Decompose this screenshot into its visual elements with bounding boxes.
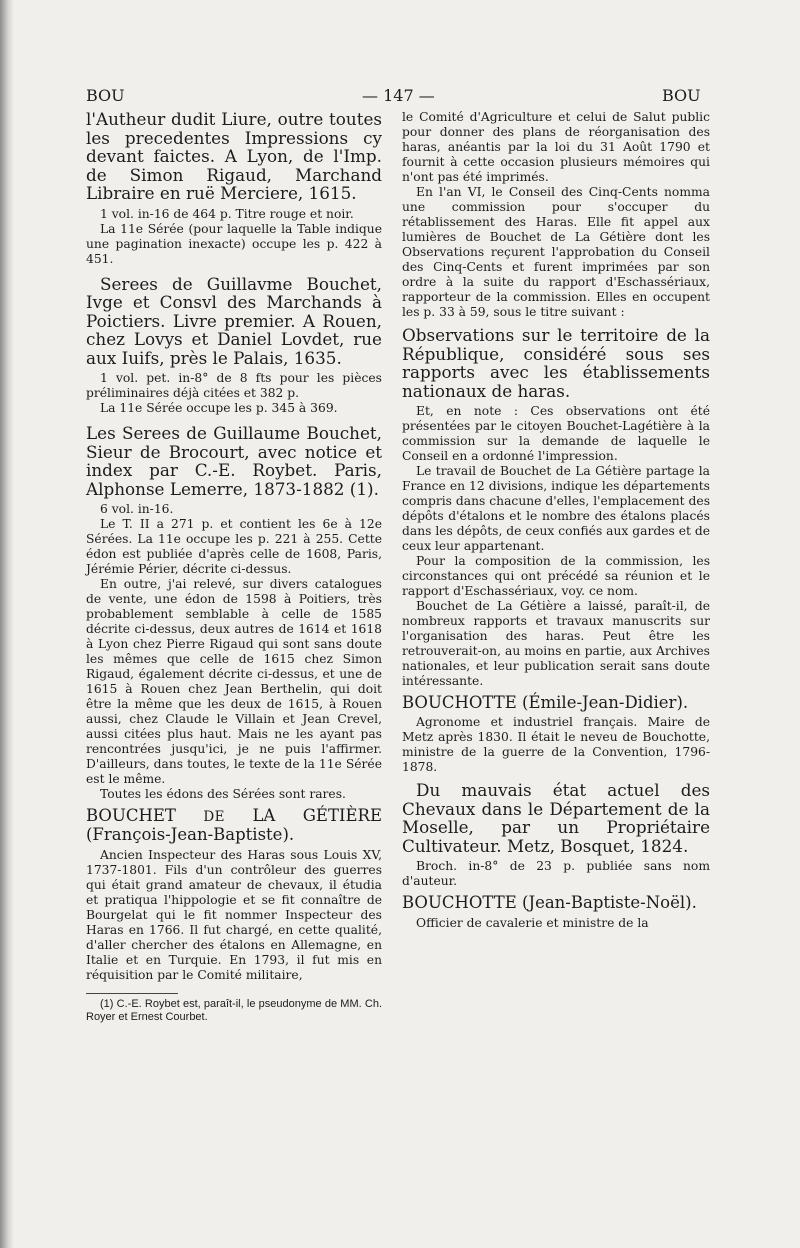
biography-text: Officier de cavalerie et ministre de la xyxy=(416,915,649,930)
title-entry: Serees de Guillavme Bouchet, Ivge et Consvl des Marchands à Poictiers. Livre premier. A Rouen, chez Lovys et Daniel Lovdet, rue aux Iuifs, près le Palais, 1635. xyxy=(86,273,382,368)
running-head-right: BOU xyxy=(662,86,701,105)
author-heading xyxy=(86,807,382,845)
running-head-left: BOU xyxy=(86,86,125,105)
biography-text: Agronome et industriel français. Maire de Metz après 1830. Il était le neveu de Bouchotte, ministre de la guerre de la Convention, 1796-1878. xyxy=(402,715,710,775)
author-heading: BOUCHOTTE (Jean-Baptiste-Noël). xyxy=(402,893,697,913)
author-heading-particle: DE xyxy=(203,809,226,825)
note-text: Le travail de Bouchet de La Gétière partage la France en 12 divisions, indique les départements compris dans chacune d'elles, l'emplacement des dépôts d'étalons et le nombre des étalons placés dans les dépôts, de ceux confiés aux gardes et de ceux leur appartenant. xyxy=(402,464,710,553)
note-text: La 11e Sérée (pour laquelle la Table indique une pagination inexacte) occupe les p. 422 à 451. xyxy=(86,221,382,266)
title-entry: Les Serees de Guillaume Bouchet, Sieur de Brocourt, avec notice et index par C.-E. Roybet. Paris, Alphonse Lemerre, 1873-1882 (1). xyxy=(86,423,382,499)
note-text: Broch. in-8° de 23 p. publiée sans nom d'auteur. xyxy=(402,859,710,889)
title-entry: Observations sur le territoire de la République, considéré sous ses rapports avec les établissements nationaux de haras. xyxy=(402,325,710,401)
author-heading: BOUCHOTTE (Émile-Jean-Didier). xyxy=(402,693,689,712)
note-text: 6 vol. in-16. xyxy=(100,502,174,516)
author-heading-rest: LA GÉTIÈRE (François-Jean-Baptiste). xyxy=(86,806,383,845)
footnote-rule xyxy=(86,993,178,994)
note-text: La 11e Sérée occupe les p. 345 à 369. xyxy=(100,401,338,415)
author-heading-name: BOUCHET xyxy=(86,806,176,825)
biography-text: En l'an VI, le Conseil des Cinq-Cents nomma une commission pour s'occuper du rétablissement des Haras. Elle fit appel aux lumières de Bouchet de La Gétière dont les Observations reçurent l'approbation du Conseil des Cinq-Cents et furent imprimées par son ordre à la suite du rapport d'Eschassériaux, rapporteur de la commission. Elles en occupent les p. 33 à 59, sous le titre suivant : xyxy=(402,185,710,319)
note-text: Toutes les édons des Sérées sont rares. xyxy=(100,787,346,801)
note-text: Le T. II a 271 p. et contient les 6e à 12e Sérées. La 11e occupe les p. 221 à 255. Cette édon est publiée d'après celle de 1608, Paris, Jérémie Périer, décrite ci-dessus. xyxy=(86,517,382,576)
left-column xyxy=(86,110,382,1024)
title-entry: l'Autheur dudit Liure, outre toutes les precedentes Impressions cy devant faictes. A Lyon, de l'Imp. de Simon Rigaud, Marchand Libraire en ruë Merciere, 1615. xyxy=(86,109,382,203)
note-text: Bouchet de La Gétière a laissé, paraît-il, de nombreux rapports et travaux manuscrits sur l'organisation des haras. Peut être les retrouverait-on, au moins en partie, aux Archives nationales, et leur publication serait sans doute intéressante. xyxy=(402,599,710,688)
right-column xyxy=(402,110,710,931)
note-text: Et, en note : Ces observations ont été présentées par le citoyen Bouchet-Lagétière à la commission sur la demande de laquelle le Conseil en a ordonné l'impression. xyxy=(402,404,710,463)
note-text: 1 vol. in-16 de 464 p. Titre rouge et noir. xyxy=(100,206,354,221)
footnote: (1) C.-E. Roybet est, paraît-il, le pseudonyme de MM. Ch. Royer et Ernest Courbet. xyxy=(86,997,382,1023)
note-text: Pour la composition de la commission, les circonstances qui ont précédé sa réunion et le rapport d'Eschassériaux, voy. ce nom. xyxy=(402,554,710,598)
biography-text: Ancien Inspecteur des Haras sous Louis XV, 1737-1801. Fils d'un contrôleur des guerres qui était grand amateur de chevaux, il étudia et pratiqua l'hippologie et se fit connaître de Bourgelat qui le fit nommer Inspecteur des Haras en 1766. Il fut chargé, en cette qualité, d'aller chercher des étalons en Allemagne, en Italie et en Turquie. En 1793, il fut mis en réquisition par le Comité militaire, xyxy=(86,847,382,982)
page-number: — 147 — xyxy=(362,86,435,105)
note-text: En outre, j'ai relevé, sur divers catalogues de vente, une édon de 1598 à Poitiers, très probablement semblable à celle de 1585 décrite ci-dessus, deux autres de 1614 et 1618 à Lyon chez Pierre Rigaud qui sont sans doute les mêmes que celle de 1615 chez Simon Rigaud, également décrite ci-dessus, et une de 1615 à Rouen chez Jean Berthelin, qui doit être la même que les deux de 1615, à Rouen aussi, chez Claude le Villain et Jean Crevel, aussi citées plus haut. Mais ne les ayant pas rencontrées jusqu'ici, je ne puis l'affirmer. D'ailleurs, dans toutes, le texte de la 11e Sérée est le même. xyxy=(86,577,382,786)
page-edge-shadow xyxy=(0,0,14,1248)
biography-text: le Comité d'Agriculture et celui de Salut public pour donner des plans de réorganisation des haras, anéantis par la loi du 31 Août 1790 et fournit à cette occasion plusieurs mémoires qui n'ont pas été imprimés. xyxy=(402,110,710,184)
note-text: 1 vol. pet. in-8° de 8 fts pour les pièces préliminaires déjà citées et 382 p. xyxy=(86,371,382,400)
title-entry: Du mauvais état actuel des Chevaux dans le Département de la Moselle, par un Propriétaire Cultivateur. Metz, Bosquet, 1824. xyxy=(402,780,710,856)
